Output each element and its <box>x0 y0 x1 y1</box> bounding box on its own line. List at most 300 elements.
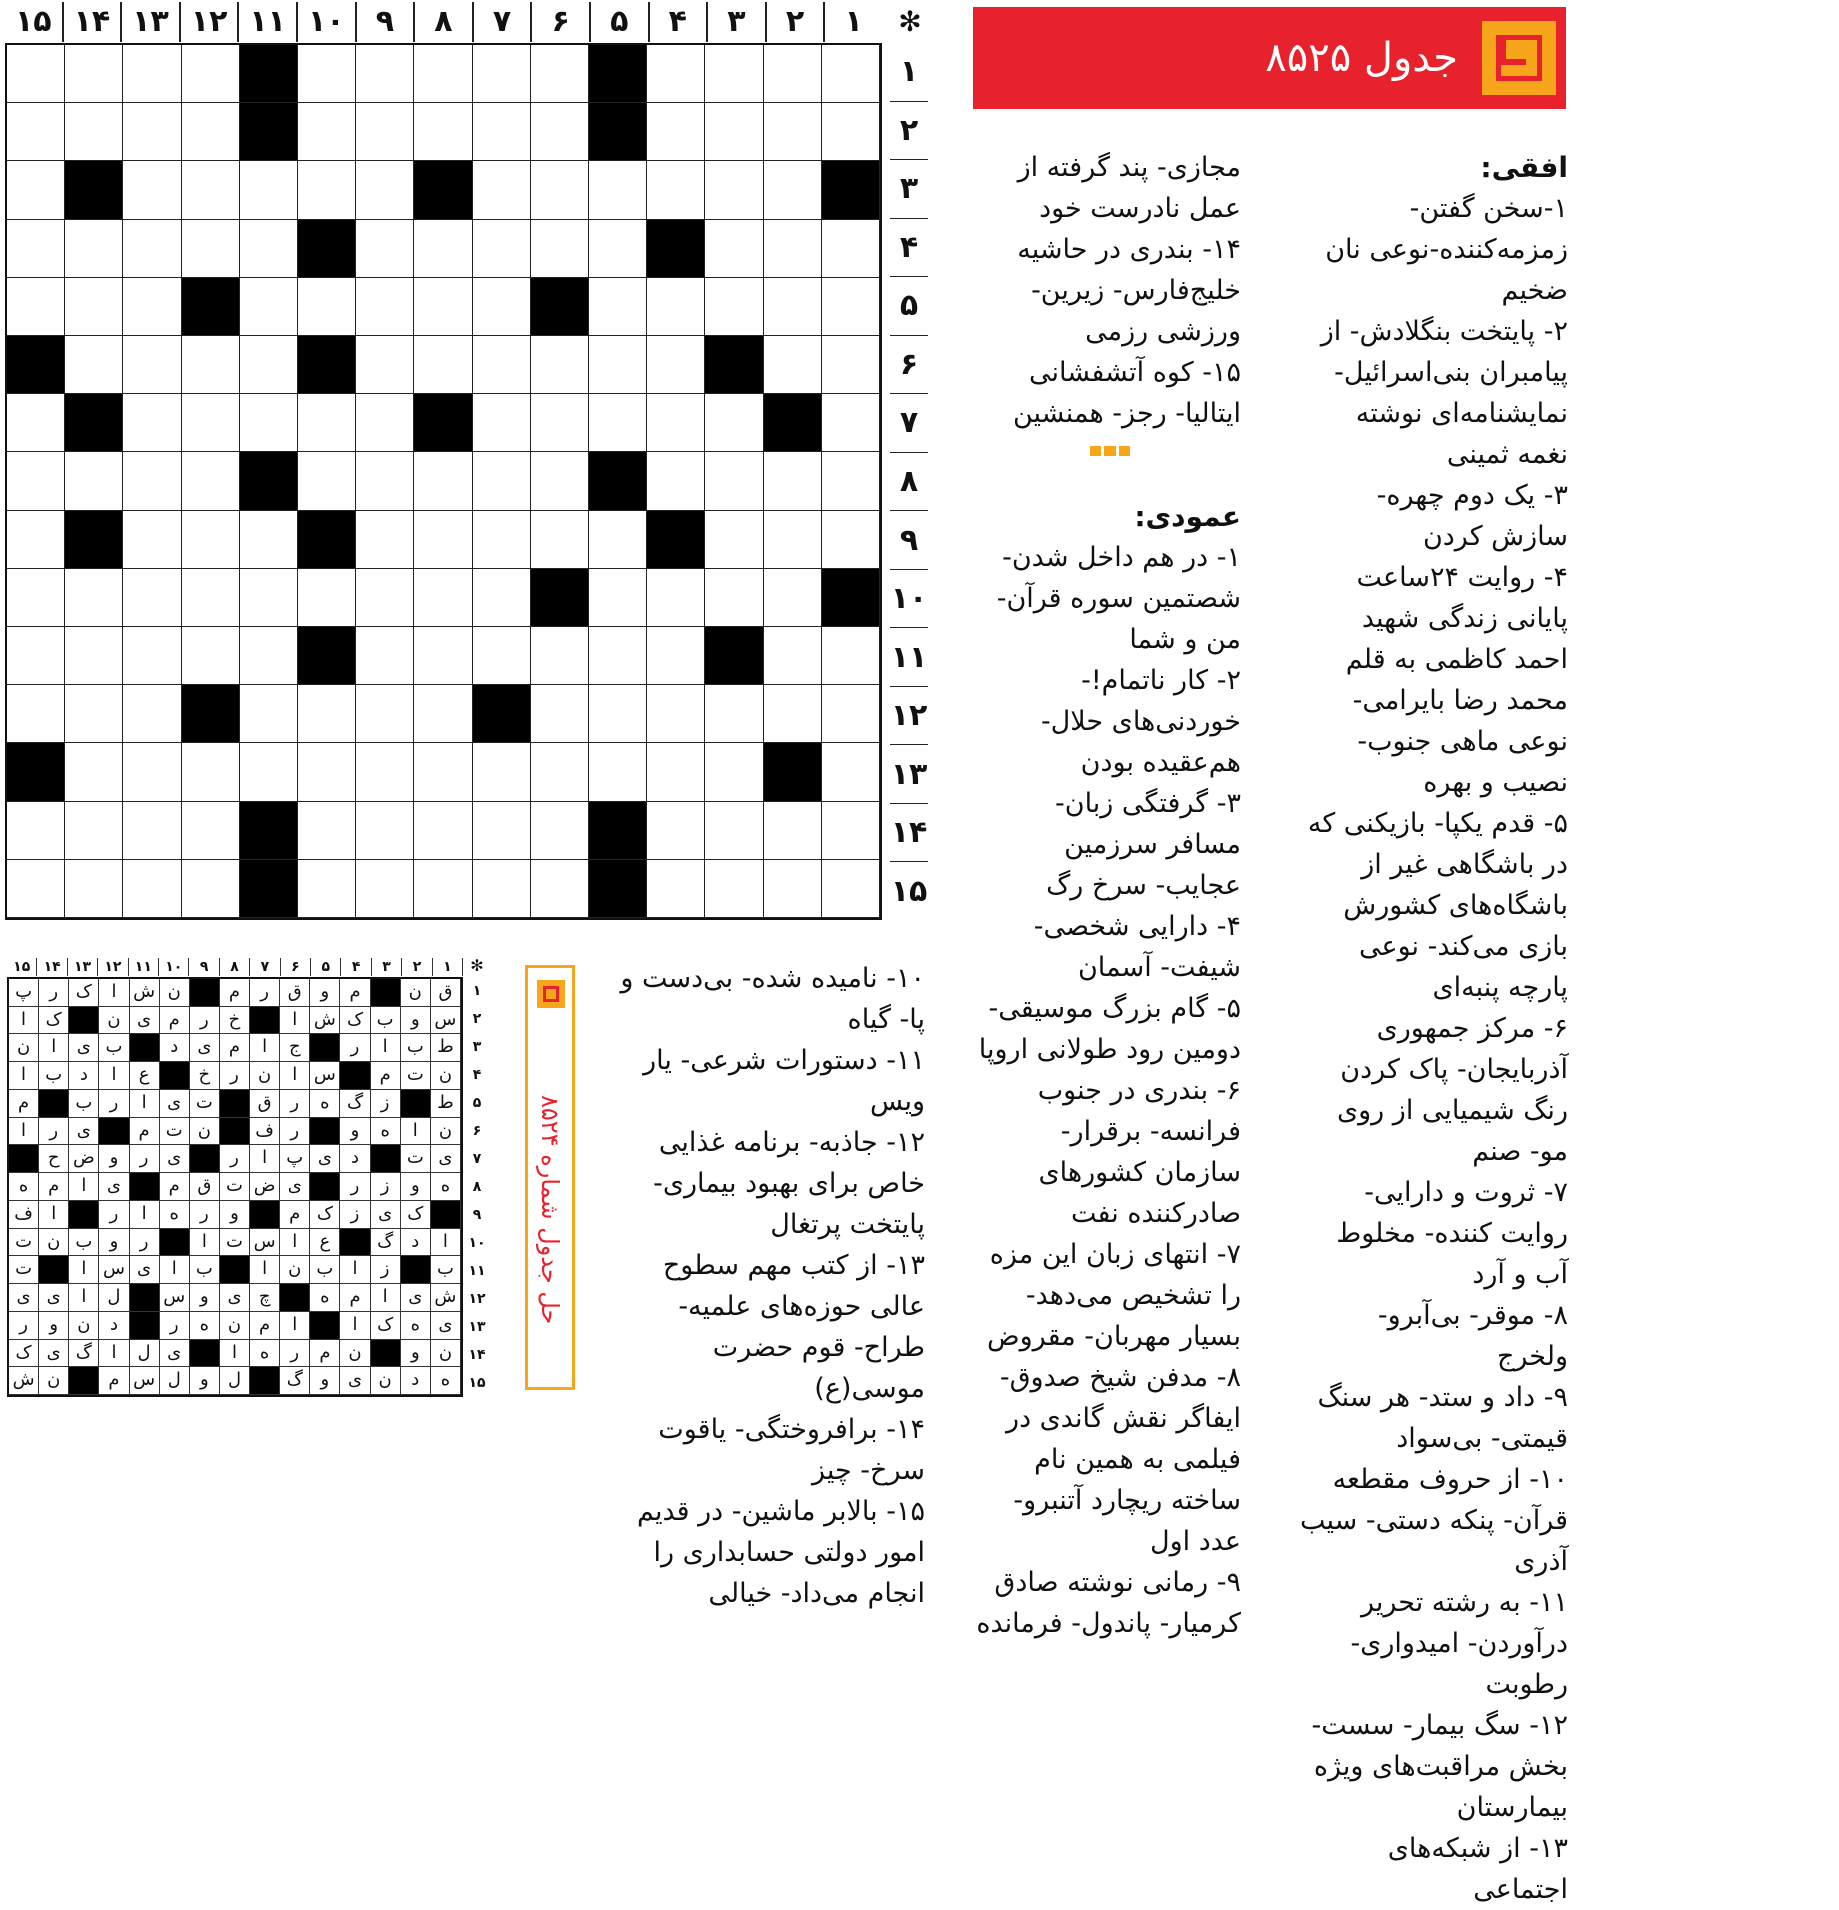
solution-letter-cell: ن <box>340 1340 370 1368</box>
empty-cell[interactable] <box>414 45 472 103</box>
empty-cell[interactable] <box>240 394 298 452</box>
solution-letter-cell: و <box>401 1007 431 1035</box>
solution-letter-cell: ر <box>250 979 280 1007</box>
empty-cell[interactable] <box>822 103 880 161</box>
empty-cell[interactable] <box>414 452 472 510</box>
empty-cell[interactable] <box>531 220 589 278</box>
solution-letter-cell: ا <box>280 1007 310 1035</box>
empty-cell[interactable] <box>531 103 589 161</box>
empty-cell[interactable] <box>65 802 123 860</box>
empty-cell[interactable] <box>356 627 414 685</box>
solution-letter-cell: ن <box>220 1312 250 1340</box>
empty-cell[interactable] <box>531 860 589 918</box>
solution-letter-cell: ت <box>9 1256 39 1284</box>
empty-cell[interactable] <box>7 452 65 510</box>
empty-cell[interactable] <box>589 394 647 452</box>
empty-cell[interactable] <box>589 743 647 801</box>
empty-cell[interactable] <box>414 860 472 918</box>
empty-cell[interactable] <box>473 45 531 103</box>
black-cell <box>240 45 298 103</box>
solution-letter-cell: م <box>340 979 370 1007</box>
empty-cell[interactable] <box>356 452 414 510</box>
solution-letter-cell: ی <box>371 1201 401 1229</box>
solution-letter-cell: ی <box>340 1367 370 1395</box>
empty-cell[interactable] <box>705 452 763 510</box>
empty-cell[interactable] <box>356 743 414 801</box>
solution-letter-cell: ع <box>310 1229 340 1257</box>
empty-cell[interactable] <box>764 860 822 918</box>
empty-cell[interactable] <box>240 220 298 278</box>
empty-cell[interactable] <box>705 45 763 103</box>
solution-letter-cell: م <box>160 1173 190 1201</box>
empty-cell[interactable] <box>705 860 763 918</box>
arrow-logo-icon <box>1482 21 1556 95</box>
solution-black-cell <box>371 1145 401 1173</box>
black-cell <box>473 685 531 743</box>
column-number: ۱۵ <box>5 2 64 42</box>
solution-black-cell <box>39 1256 69 1284</box>
empty-cell[interactable] <box>705 511 763 569</box>
solution-letter-cell: ل <box>99 1284 129 1312</box>
empty-cell[interactable] <box>414 511 472 569</box>
clue-item: ۷- انتهای زبان این مزه را تشخیص می‌دهد- بسیار مهربان- مقروض <box>987 1239 1241 1352</box>
empty-cell[interactable] <box>822 45 880 103</box>
solution-letter-cell: ا <box>130 1090 160 1118</box>
empty-cell[interactable] <box>182 743 240 801</box>
empty-cell[interactable] <box>414 336 472 394</box>
empty-cell[interactable] <box>182 45 240 103</box>
empty-cell[interactable] <box>123 743 181 801</box>
empty-cell[interactable] <box>240 336 298 394</box>
solution-letter-cell: ا <box>69 1284 99 1312</box>
empty-cell[interactable] <box>473 743 531 801</box>
empty-cell[interactable] <box>298 103 356 161</box>
empty-cell[interactable] <box>298 452 356 510</box>
empty-cell[interactable] <box>356 45 414 103</box>
empty-cell[interactable] <box>531 802 589 860</box>
empty-cell[interactable] <box>589 569 647 627</box>
solution-letter-cell: ا <box>401 1118 431 1146</box>
solution-row-number: ۱۳ <box>468 1319 486 1335</box>
empty-cell[interactable] <box>182 103 240 161</box>
empty-cell[interactable] <box>123 103 181 161</box>
empty-cell[interactable] <box>65 103 123 161</box>
empty-cell[interactable] <box>240 161 298 219</box>
empty-cell[interactable] <box>764 336 822 394</box>
empty-cell[interactable] <box>7 569 65 627</box>
empty-cell[interactable] <box>764 161 822 219</box>
empty-cell[interactable] <box>65 220 123 278</box>
empty-cell[interactable] <box>822 220 880 278</box>
empty-cell[interactable] <box>182 627 240 685</box>
empty-cell[interactable] <box>822 511 880 569</box>
black-cell <box>589 452 647 510</box>
empty-cell[interactable] <box>647 336 705 394</box>
column-number: ۸ <box>415 2 474 42</box>
black-cell <box>414 394 472 452</box>
empty-cell[interactable] <box>182 336 240 394</box>
column-numbers <box>5 2 882 42</box>
solution-letter-cell: س <box>130 1367 160 1395</box>
empty-cell[interactable] <box>65 627 123 685</box>
empty-cell[interactable] <box>414 802 472 860</box>
empty-cell[interactable] <box>65 452 123 510</box>
empty-cell[interactable] <box>298 860 356 918</box>
empty-cell[interactable] <box>473 860 531 918</box>
solution-column-numbers <box>7 958 463 976</box>
empty-cell[interactable] <box>356 802 414 860</box>
empty-cell[interactable] <box>473 511 531 569</box>
black-cell <box>589 103 647 161</box>
empty-cell[interactable] <box>705 569 763 627</box>
clues-column-middle <box>973 147 1241 1644</box>
column-number: ۷ <box>474 2 533 42</box>
empty-cell[interactable] <box>822 627 880 685</box>
solution-letter-cell: م <box>9 1090 39 1118</box>
solution-letter-cell: ی <box>190 1034 220 1062</box>
empty-cell[interactable] <box>705 394 763 452</box>
solution-column-number: ۱۳ <box>68 958 98 976</box>
empty-cell[interactable] <box>705 802 763 860</box>
empty-cell[interactable] <box>240 743 298 801</box>
empty-cell[interactable] <box>182 569 240 627</box>
empty-cell[interactable] <box>822 802 880 860</box>
empty-cell[interactable] <box>647 860 705 918</box>
empty-cell[interactable] <box>123 220 181 278</box>
empty-cell[interactable] <box>647 161 705 219</box>
empty-cell[interactable] <box>123 860 181 918</box>
empty-cell[interactable] <box>705 161 763 219</box>
arrow-logo-icon <box>537 980 565 1008</box>
solution-letter-cell: ی <box>130 1007 160 1035</box>
solution-letter-cell: ن <box>69 1312 99 1340</box>
empty-cell[interactable] <box>764 511 822 569</box>
solution-letter-cell: ر <box>39 979 69 1007</box>
empty-cell[interactable] <box>65 685 123 743</box>
empty-cell[interactable] <box>647 103 705 161</box>
empty-cell[interactable] <box>298 743 356 801</box>
empty-cell[interactable] <box>822 394 880 452</box>
solution-black-cell <box>130 1034 160 1062</box>
empty-cell[interactable] <box>298 569 356 627</box>
empty-cell[interactable] <box>589 278 647 336</box>
row-number: ۹ <box>890 511 928 570</box>
empty-cell[interactable] <box>473 627 531 685</box>
solution-letter-cell: ی <box>401 1284 431 1312</box>
empty-cell[interactable] <box>647 569 705 627</box>
solution-black-cell <box>371 1340 401 1368</box>
empty-cell[interactable] <box>123 394 181 452</box>
solution-letter-cell: ر <box>130 1229 160 1257</box>
empty-cell[interactable] <box>764 278 822 336</box>
solution-letter-cell: ط <box>431 1090 461 1118</box>
empty-cell[interactable] <box>531 161 589 219</box>
row-number: ۱۳ <box>890 745 928 804</box>
empty-cell[interactable] <box>298 802 356 860</box>
empty-cell[interactable] <box>764 452 822 510</box>
empty-cell[interactable] <box>65 336 123 394</box>
empty-cell[interactable] <box>123 685 181 743</box>
empty-cell[interactable] <box>589 511 647 569</box>
vertical-clue-list <box>973 537 1241 1644</box>
solution-letter-cell: ا <box>69 1256 99 1284</box>
empty-cell[interactable] <box>7 161 65 219</box>
empty-cell[interactable] <box>531 685 589 743</box>
empty-cell[interactable] <box>764 802 822 860</box>
empty-cell[interactable] <box>182 802 240 860</box>
empty-cell[interactable] <box>65 45 123 103</box>
empty-cell[interactable] <box>65 278 123 336</box>
vertical-clue-continued-list <box>600 958 925 1614</box>
black-cell <box>589 45 647 103</box>
solution-letter-cell: م <box>130 1118 160 1146</box>
empty-cell[interactable] <box>647 627 705 685</box>
empty-cell[interactable] <box>473 802 531 860</box>
empty-cell[interactable] <box>473 394 531 452</box>
solution-letter-cell: د <box>340 1145 370 1173</box>
solution-letter-cell: ی <box>280 1173 310 1201</box>
empty-cell[interactable] <box>7 685 65 743</box>
empty-cell[interactable] <box>123 802 181 860</box>
empty-cell[interactable] <box>414 103 472 161</box>
solution-letter-cell: ب <box>69 1090 99 1118</box>
solution-row-number: ۱۵ <box>468 1375 486 1391</box>
black-cell <box>240 802 298 860</box>
clue-item: ۹- رمانی نوشته صادق کرمیار- پاندول- فرمانده <box>976 1567 1241 1639</box>
empty-cell[interactable] <box>7 278 65 336</box>
empty-cell[interactable] <box>356 103 414 161</box>
empty-cell[interactable] <box>531 452 589 510</box>
empty-cell[interactable] <box>123 278 181 336</box>
empty-cell[interactable] <box>123 627 181 685</box>
empty-cell[interactable] <box>7 511 65 569</box>
empty-cell[interactable] <box>473 103 531 161</box>
solution-letter-cell: ر <box>280 1340 310 1368</box>
empty-cell[interactable] <box>182 452 240 510</box>
empty-cell[interactable] <box>356 685 414 743</box>
empty-cell[interactable] <box>473 220 531 278</box>
solution-row-number: ۱۲ <box>468 1291 486 1307</box>
empty-cell[interactable] <box>356 394 414 452</box>
empty-cell[interactable] <box>240 685 298 743</box>
empty-cell[interactable] <box>123 569 181 627</box>
empty-cell[interactable] <box>123 452 181 510</box>
empty-cell[interactable] <box>647 685 705 743</box>
empty-cell[interactable] <box>764 569 822 627</box>
empty-cell[interactable] <box>531 336 589 394</box>
empty-cell[interactable] <box>589 685 647 743</box>
empty-cell[interactable] <box>531 45 589 103</box>
empty-cell[interactable] <box>705 103 763 161</box>
empty-cell[interactable] <box>298 394 356 452</box>
solution-letter-cell: ا <box>250 1256 280 1284</box>
empty-cell[interactable] <box>298 161 356 219</box>
empty-cell[interactable] <box>473 278 531 336</box>
empty-cell[interactable] <box>182 860 240 918</box>
page-title: جدول ۸۵۲۵ <box>1265 35 1458 81</box>
empty-cell[interactable] <box>531 627 589 685</box>
empty-cell[interactable] <box>589 220 647 278</box>
solution-letter-cell: ر <box>190 1007 220 1035</box>
empty-cell[interactable] <box>589 336 647 394</box>
empty-cell[interactable] <box>240 511 298 569</box>
solution-black-cell <box>220 1256 250 1284</box>
empty-cell[interactable] <box>298 45 356 103</box>
empty-cell[interactable] <box>123 45 181 103</box>
empty-cell[interactable] <box>182 161 240 219</box>
solution-letter-cell: ک <box>69 979 99 1007</box>
black-cell <box>705 336 763 394</box>
empty-cell[interactable] <box>414 685 472 743</box>
solution-letter-cell: ا <box>190 1229 220 1257</box>
empty-cell[interactable] <box>764 45 822 103</box>
empty-cell[interactable] <box>240 569 298 627</box>
solution-letter-cell: ه <box>250 1340 280 1368</box>
solution-column-number: ۱۵ <box>7 958 37 976</box>
empty-cell[interactable] <box>822 743 880 801</box>
empty-cell[interactable] <box>7 394 65 452</box>
empty-cell[interactable] <box>356 569 414 627</box>
solution-letter-cell: ه <box>160 1201 190 1229</box>
empty-cell[interactable] <box>414 278 472 336</box>
empty-cell[interactable] <box>298 278 356 336</box>
empty-cell[interactable] <box>414 569 472 627</box>
empty-cell[interactable] <box>822 860 880 918</box>
empty-cell[interactable] <box>764 685 822 743</box>
empty-cell[interactable] <box>65 569 123 627</box>
empty-cell[interactable] <box>356 860 414 918</box>
solution-letter-cell: ق <box>431 979 461 1007</box>
empty-cell[interactable] <box>764 103 822 161</box>
solution-letter-cell: م <box>280 1201 310 1229</box>
empty-cell[interactable] <box>65 860 123 918</box>
solution-row-numbers <box>465 977 489 1397</box>
empty-cell[interactable] <box>356 336 414 394</box>
solution-letter-cell: ت <box>401 1062 431 1090</box>
empty-cell[interactable] <box>531 394 589 452</box>
empty-cell[interactable] <box>182 511 240 569</box>
empty-cell[interactable] <box>414 743 472 801</box>
empty-cell[interactable] <box>182 394 240 452</box>
solution-black-cell <box>310 1312 340 1340</box>
clue-item: ۵- گام بزرگ موسیقی- دومین رود طولانی اروپا <box>978 993 1241 1065</box>
empty-cell[interactable] <box>647 452 705 510</box>
empty-cell[interactable] <box>7 220 65 278</box>
empty-cell[interactable] <box>123 161 181 219</box>
empty-cell[interactable] <box>647 802 705 860</box>
empty-cell[interactable] <box>647 45 705 103</box>
empty-cell[interactable] <box>473 569 531 627</box>
solution-row-number: ۶ <box>472 1123 482 1139</box>
empty-cell[interactable] <box>240 627 298 685</box>
column-number: ۵ <box>591 2 650 42</box>
solution-title: حل جدول شماره ۸۵۲۴ <box>536 1095 564 1325</box>
empty-cell[interactable] <box>473 452 531 510</box>
empty-cell[interactable] <box>822 685 880 743</box>
empty-cell[interactable] <box>356 161 414 219</box>
solution-letter-cell: ه <box>401 1312 431 1340</box>
empty-cell[interactable] <box>647 278 705 336</box>
solution-column-number: ۳ <box>372 958 402 976</box>
solution-letter-cell: ن <box>401 979 431 1007</box>
solution-letter-cell: ر <box>130 1145 160 1173</box>
black-cell <box>298 220 356 278</box>
solution-black-cell <box>280 1284 310 1312</box>
empty-cell[interactable] <box>356 278 414 336</box>
empty-cell[interactable] <box>705 685 763 743</box>
empty-cell[interactable] <box>705 220 763 278</box>
solution-letter-cell: چ <box>250 1284 280 1312</box>
solution-black-cell <box>340 1062 370 1090</box>
solution-letter-cell: ا <box>250 1145 280 1173</box>
solution-letter-cell: ض <box>250 1173 280 1201</box>
empty-cell[interactable] <box>240 278 298 336</box>
empty-cell[interactable] <box>7 860 65 918</box>
empty-cell[interactable] <box>182 220 240 278</box>
empty-cell[interactable] <box>7 103 65 161</box>
solution-row-number: ۱۰ <box>468 1235 486 1251</box>
row-number: ۸ <box>890 453 928 512</box>
empty-cell[interactable] <box>7 627 65 685</box>
empty-cell[interactable] <box>705 743 763 801</box>
solution-letter-cell: ن <box>431 1118 461 1146</box>
empty-cell[interactable] <box>822 278 880 336</box>
clue-item: ۴- روایت ۲۴ساعت پایانی زندگی شهید احمد کاظمی به قلم محمد رضا بایرامی- نوعی ماهی جنوب-نصیب و بهره <box>1345 562 1568 798</box>
empty-cell[interactable] <box>414 627 472 685</box>
empty-cell[interactable] <box>356 220 414 278</box>
solution-letter-cell: ا <box>130 1201 160 1229</box>
solution-letter-cell: د <box>69 1062 99 1090</box>
empty-cell[interactable] <box>822 452 880 510</box>
empty-cell[interactable] <box>764 627 822 685</box>
empty-cell[interactable] <box>123 511 181 569</box>
empty-cell[interactable] <box>531 743 589 801</box>
solution-letter-cell: ح <box>39 1145 69 1173</box>
solution-letter-cell: ر <box>280 1118 310 1146</box>
empty-cell[interactable] <box>298 685 356 743</box>
empty-cell[interactable] <box>647 394 705 452</box>
solution-letter-cell: ی <box>69 1118 99 1146</box>
empty-cell[interactable] <box>473 161 531 219</box>
empty-cell[interactable] <box>65 743 123 801</box>
empty-cell[interactable] <box>414 220 472 278</box>
empty-cell[interactable] <box>705 278 763 336</box>
empty-cell[interactable] <box>589 161 647 219</box>
solution-letter-cell: م <box>310 1340 340 1368</box>
empty-cell[interactable] <box>531 511 589 569</box>
empty-cell[interactable] <box>123 336 181 394</box>
solution-letter-cell: ب <box>99 1034 129 1062</box>
solution-letter-cell: ق <box>190 1173 220 1201</box>
solution-black-cell <box>190 979 220 1007</box>
solution-letter-cell: ک <box>371 1312 401 1340</box>
black-cell <box>764 394 822 452</box>
empty-cell[interactable] <box>589 627 647 685</box>
empty-cell[interactable] <box>822 336 880 394</box>
solution-letter-cell: ر <box>9 1312 39 1340</box>
empty-cell[interactable] <box>7 802 65 860</box>
empty-cell[interactable] <box>356 511 414 569</box>
black-cell <box>240 860 298 918</box>
empty-cell[interactable] <box>764 220 822 278</box>
solution-letter-cell: ا <box>9 1007 39 1035</box>
empty-cell[interactable] <box>647 743 705 801</box>
empty-cell[interactable] <box>7 45 65 103</box>
solution-letter-cell: و <box>310 1367 340 1395</box>
solution-letter-cell: ن <box>371 1367 401 1395</box>
empty-cell[interactable] <box>473 336 531 394</box>
black-cell <box>822 161 880 219</box>
